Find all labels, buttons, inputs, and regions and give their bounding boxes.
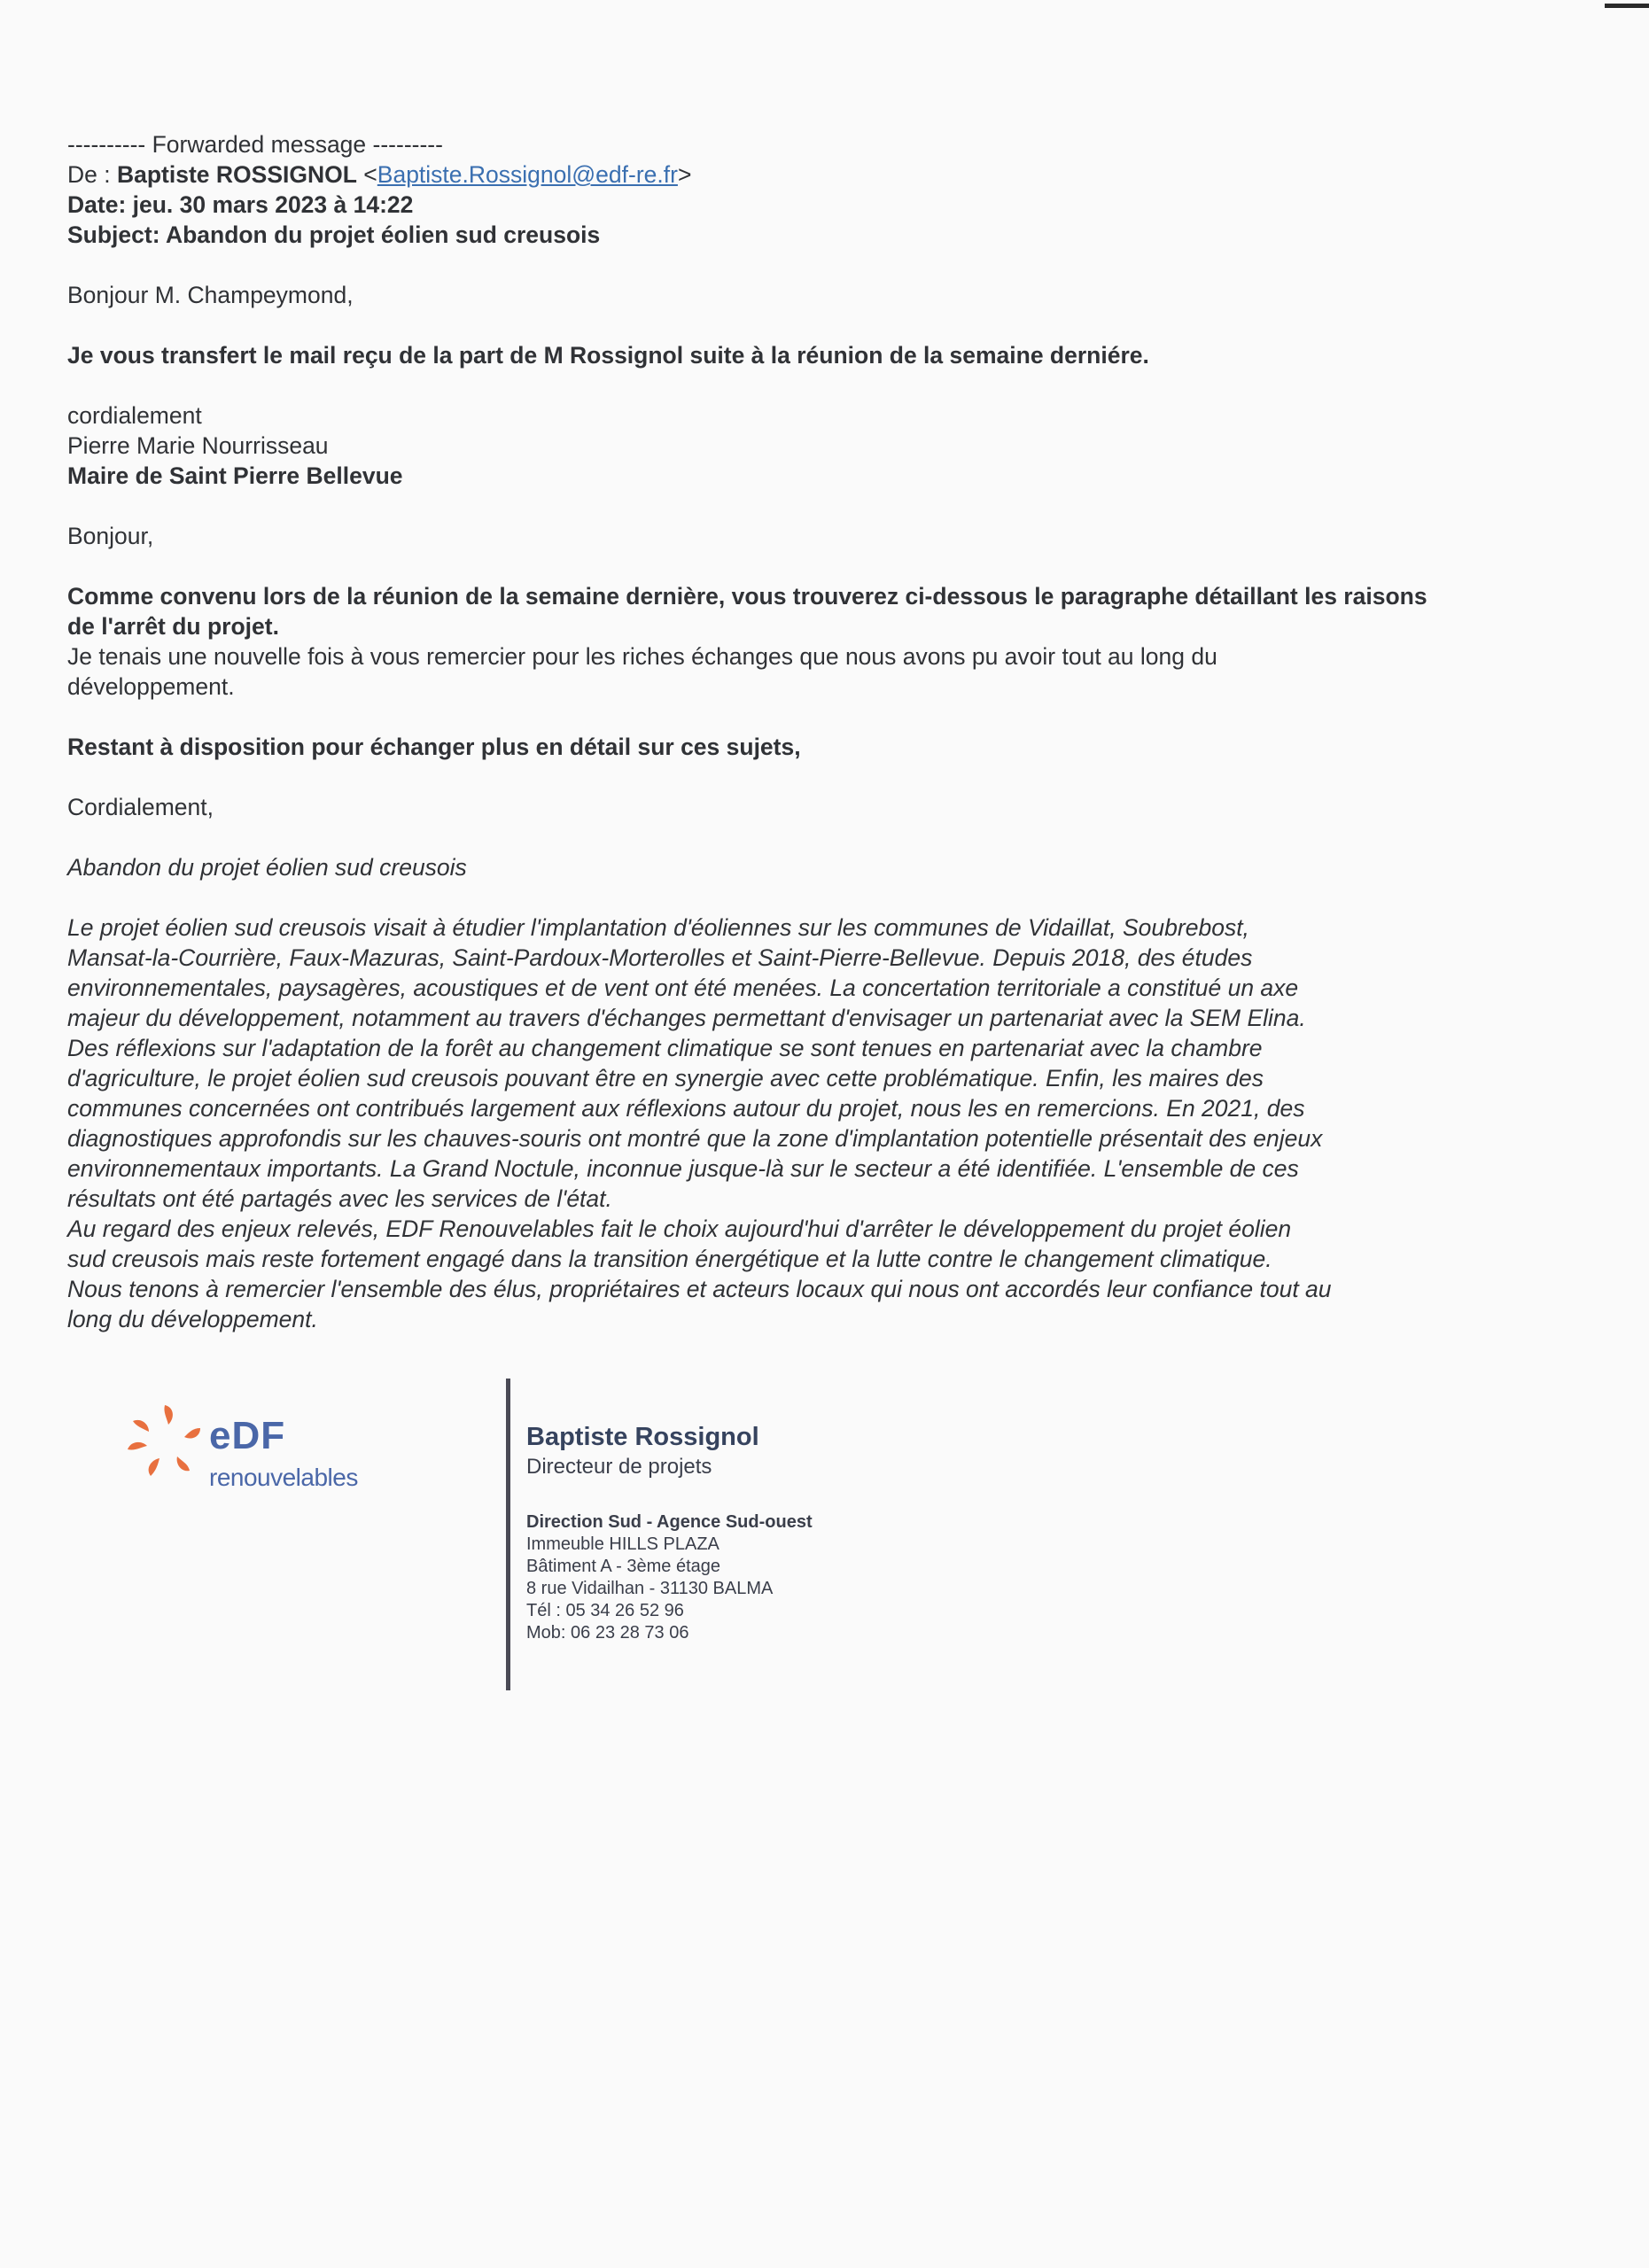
edf-logo-subtitle: renouvelables <box>209 1464 358 1491</box>
original-greeting: Bonjour, <box>67 523 154 549</box>
original-paragraph-1-line-2: de l'arrêt du projet. <box>67 613 279 640</box>
edf-sun-icon <box>124 1402 209 1487</box>
article-line: Nous tenons à remercier l'ensemble des élus, propriétaires et acteurs locaux qui nous ont accordés leur confiance tout au <box>67 1276 1332 1302</box>
signature-name: Baptiste Rossignol <box>526 1423 759 1451</box>
edf-logo <box>124 1402 372 1508</box>
article-line: communes concernées ont contribués largement aux réflexions autour du projet, nous les en remercions. En 2021, des <box>67 1095 1305 1122</box>
email-close-bracket: > <box>677 161 692 188</box>
forward-sender-title: Maire de Saint Pierre Bellevue <box>67 462 403 489</box>
article-line: Des réflexions sur l'adaptation de la forêt au changement climatique se sont tenues en partenariat avec la chambre <box>67 1035 1263 1061</box>
article-line: Le projet éolien sud creusois visait à étudier l'implantation d'éoliennes sur les communes de Vidaillat, Soubrebost, <box>67 914 1249 941</box>
signature-divider <box>506 1379 510 1690</box>
from-label: De : <box>67 161 111 188</box>
article-line: diagnostiques approfondis sur les chauves-souris ont montré que la zone d'implantation potentielle présentait des enjeux <box>67 1125 1323 1152</box>
article-line: majeur du développement, notamment au travers d'échanges permettant d'envisager un partenariat avec la SEM Elina. <box>67 1005 1306 1031</box>
original-paragraph-1-line-1: Comme convenu lors de la réunion de la semaine dernière, vous trouverez ci-dessous le paragraphe détaillant les raisons <box>67 583 1427 610</box>
original-paragraph-2-line-2: développement. <box>67 673 235 700</box>
subject-label: Subject: <box>67 221 160 248</box>
email-signature <box>0 1379 1063 1697</box>
date-label: Date: <box>67 191 127 218</box>
article-line: Mansat-la-Courrière, Faux-Mazuras, Saint-Pardoux-Morterolles et Saint-Pierre-Bellevue. Depuis 2018, des études <box>67 944 1253 971</box>
forwarded-marker: ---------- Forwarded message --------- <box>67 131 443 158</box>
signature-text <box>526 1421 813 1644</box>
article-body <box>67 913 1503 1334</box>
address-line: Direction Sud - Agence Sud-ouest <box>526 1512 813 1532</box>
forward-closing: cordialement <box>67 402 202 429</box>
subject-line <box>67 220 1503 250</box>
original-paragraph-2-line-1: Je tenais une nouvelle fois à vous remercier pour les riches échanges que nous avons pu avoir tout au long du <box>67 643 1217 670</box>
article-line: résultats ont été partagés avec les services de l'état. <box>67 1185 612 1212</box>
article-line: sud creusois mais reste fortement engagé dans la transition énergétique et la lutte contre le changement climatique. <box>67 1246 1272 1272</box>
scan-corner-mark <box>1605 4 1649 8</box>
original-closing: Cordialement, <box>67 794 214 820</box>
article-title: Abandon du projet éolien sud creusois <box>67 854 467 881</box>
subject-value: Abandon du projet éolien sud creusois <box>165 221 601 248</box>
from-line <box>67 159 1503 190</box>
date-line <box>67 190 1503 220</box>
from-email-link[interactable]: Baptiste.Rossignol@edf-re.fr <box>377 161 678 188</box>
email-content <box>67 129 1503 1334</box>
edf-logo-word: eDF <box>209 1414 286 1457</box>
article-line: Au regard des enjeux relevés, EDF Renouvelables fait le choix aujourd'hui d'arrêter le développement du projet éolien <box>67 1216 1292 1242</box>
forward-greeting: Bonjour M. Champeymond, <box>67 282 354 308</box>
forward-body: Je vous transfert le mail reçu de la part de M Rossignol suite à la réunion de la semaine derniére. <box>67 342 1149 369</box>
date-value: jeu. 30 mars 2023 à 14:22 <box>132 191 414 218</box>
article-line: environnementales, paysagères, acoustiques et de vent ont été menées. La concertation territoriale a constitué un axe <box>67 975 1299 1001</box>
signature-address <box>526 1511 813 1644</box>
article-line: d'agriculture, le projet éolien sud creusois pouvant être en synergie avec cette problématique. Enfin, les maires des <box>67 1065 1264 1091</box>
address-line: Bâtiment A - 3ème étage <box>526 1557 721 1576</box>
phone-line: Tél : 05 34 26 52 96 <box>526 1601 684 1620</box>
original-paragraph-3: Restant à disposition pour échanger plus en détail sur ces sujets, <box>67 734 801 760</box>
from-name: Baptiste ROSSIGNOL <box>116 161 357 188</box>
mobile-line: Mob: 06 23 28 73 06 <box>526 1623 689 1643</box>
address-line: Immeuble HILLS PLAZA <box>526 1534 719 1554</box>
forward-sender-name: Pierre Marie Nourrisseau <box>67 432 329 459</box>
article-line: long du développement. <box>67 1306 318 1332</box>
email-open-bracket: < <box>363 161 377 188</box>
signature-role: Directeur de projets <box>526 1455 712 1479</box>
article-line: environnementaux importants. La Grand Noctule, inconnue jusque-là sur le secteur a été identifiée. L'ensemble de ces <box>67 1155 1299 1182</box>
address-line: 8 rue Vidailhan - 31130 BALMA <box>526 1579 774 1598</box>
